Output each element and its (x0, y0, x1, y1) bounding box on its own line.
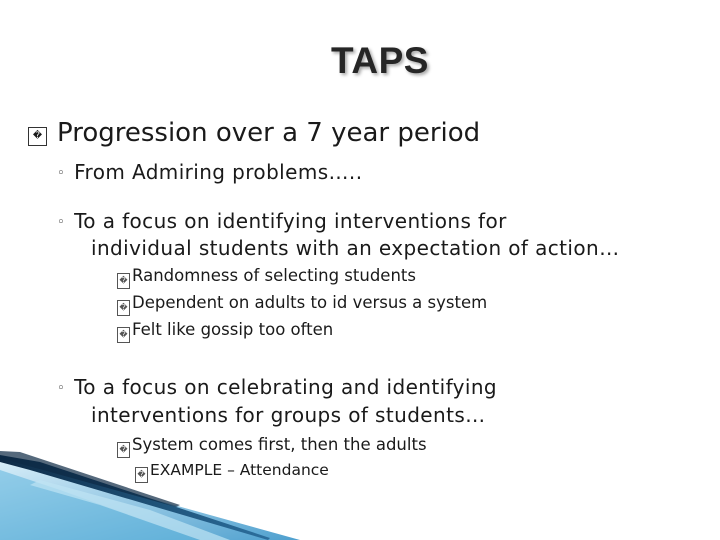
sub-bullet-item (117, 320, 333, 343)
bullet-item-3 (57, 375, 497, 399)
bullet-item-1-text: From Admiring problems….. (74, 160, 363, 184)
missing-glyph-bullet-icon: � (117, 300, 130, 316)
sub-bullet-text: Dependent on adults to id versus a system (132, 293, 488, 312)
sub-bullet-item (117, 435, 427, 458)
missing-glyph-bullet-icon: � (117, 327, 130, 343)
bullet-item-2-text: To a focus on identifying interventions for (74, 209, 507, 233)
bullet-level1-text: Progression over a 7 year period (57, 118, 481, 148)
sub-bullet-text: Randomness of selecting students (132, 266, 416, 285)
ring-bullet-icon: ◦ (57, 215, 66, 230)
sub-bullet-text: System comes first, then the adults (132, 435, 427, 454)
ring-bullet-icon: ◦ (57, 166, 66, 181)
sub-bullet-text: Felt like gossip too often (132, 320, 334, 339)
bullet-item-1 (57, 160, 362, 184)
sub-sub-bullet-text: EXAMPLE – Attendance (150, 461, 329, 479)
sub-bullet-item (117, 266, 416, 289)
sub-bullet-item (117, 293, 487, 316)
bullet-item-2-continuation: individual students with an expectation of action… (91, 236, 620, 260)
bullet-item-2 (57, 209, 507, 233)
ring-bullet-icon: ◦ (57, 381, 66, 396)
sub-sub-bullet-item (135, 461, 329, 483)
bullet-item-3-text: To a focus on celebrating and identifying (74, 375, 498, 399)
bullet-level1 (28, 118, 480, 148)
missing-glyph-bullet-icon: � (117, 442, 130, 458)
square-bullet-icon: � (28, 127, 47, 146)
slide-title: TAPS (331, 40, 429, 81)
missing-glyph-bullet-icon: � (135, 467, 148, 483)
missing-glyph-bullet-icon: � (117, 273, 130, 289)
bullet-item-3-continuation: interventions for groups of students… (91, 403, 486, 427)
